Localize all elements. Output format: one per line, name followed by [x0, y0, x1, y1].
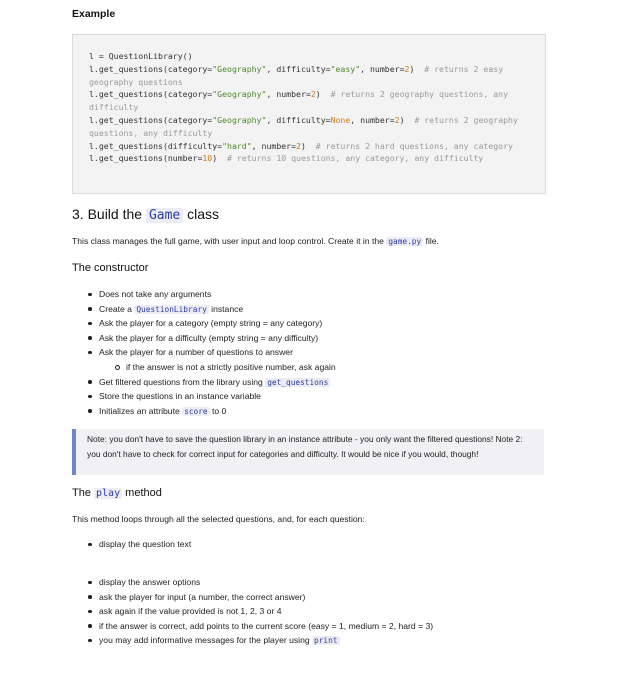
- code-line: l = QuestionLibrary(): [89, 51, 193, 61]
- section-intro-paragraph: This class manages the full game, with user input and loop control. Create it in the game.py file.: [72, 236, 439, 246]
- list-item: ask again if the value provided is not 1, 2, 3 or 4: [86, 604, 433, 619]
- play-method-heading: The play method: [72, 487, 162, 499]
- list-item: Does not take any arguments: [86, 287, 336, 302]
- inline-code: game.py: [388, 237, 422, 246]
- code-example-block: [72, 34, 546, 194]
- code-line: l.get_questions(number=10) # returns 10 questions, any category, any difficulty: [89, 153, 484, 164]
- list-item: Get filtered questions from the library using get_questions: [86, 375, 336, 390]
- inline-code: QuestionLibrary: [136, 304, 207, 314]
- list-item: you may add informative messages for the player using print: [86, 633, 433, 648]
- constructor-heading: The constructor: [72, 262, 149, 274]
- inline-code: play: [96, 488, 121, 499]
- code-line: l.get_questions(category="Geography", number=2) # returns 2 geography questions, any difficulty: [89, 89, 513, 113]
- note-callout: Note: you don't have to save the question library in an instance attribute - you only want the filtered questions! Note 2: you don't have to check for correct input for categories and difficulty. It would be nice if you would, though!: [72, 429, 544, 475]
- constructor-bullet-list: [86, 287, 336, 418]
- code-line: l.get_questions(difficulty="hard", number=2) # returns 2 hard questions, any category: [89, 140, 513, 151]
- inline-code: print: [314, 636, 338, 646]
- play-bullet-list-2: [86, 575, 433, 648]
- play-bullet-list-1: [86, 537, 191, 552]
- list-item: Store the questions in an instance variable: [86, 389, 336, 404]
- inline-code: Game: [146, 208, 183, 223]
- list-item: display the answer options: [86, 575, 433, 590]
- list-item: display the question text: [86, 537, 191, 552]
- inline-code: get_questions: [267, 377, 329, 387]
- list-item: Ask the player for a difficulty (empty string = any difficulty): [86, 331, 336, 346]
- list-item: Ask the player for a number of questions to answer: [86, 345, 336, 360]
- code-comment: # returns 2 geography questions, any difficulty: [89, 114, 523, 138]
- inline-code: score: [184, 406, 208, 416]
- code-line: l.get_questions(category="Geography", difficulty=None, number=2) # returns 2 geography questions, any difficulty: [89, 114, 523, 138]
- section-heading-build-game: 3. Build the Game class: [72, 206, 220, 223]
- code-comment: # returns 2 hard questions, any category: [315, 140, 513, 151]
- list-item: if the answer is correct, add points to the current score (easy = 1, medium = 2, hard = 3): [86, 619, 433, 634]
- list-item: Initializes an attribute score to 0: [86, 404, 336, 419]
- code-line: l.get_questions(category="Geography", difficulty="easy", number=2) # returns 2 easy geography questions: [89, 63, 509, 87]
- list-item: ask the player for input (a number, the correct answer): [86, 590, 433, 605]
- code-comment: # returns 2 easy geography questions: [89, 63, 509, 87]
- play-intro-paragraph: This method loops through all the selected questions, and, for each question:: [72, 514, 365, 524]
- code-comment: # returns 10 questions, any category, any difficulty: [227, 153, 484, 164]
- list-item: Create a QuestionLibrary instance: [86, 302, 336, 317]
- list-item: Ask the player for a category (empty string = any category): [86, 316, 336, 331]
- code-comment: # returns 2 geography questions, any difficulty: [89, 89, 513, 113]
- sub-list-item: if the answer is not a strictly positive number, ask again: [86, 360, 336, 375]
- example-label: Example: [72, 8, 116, 20]
